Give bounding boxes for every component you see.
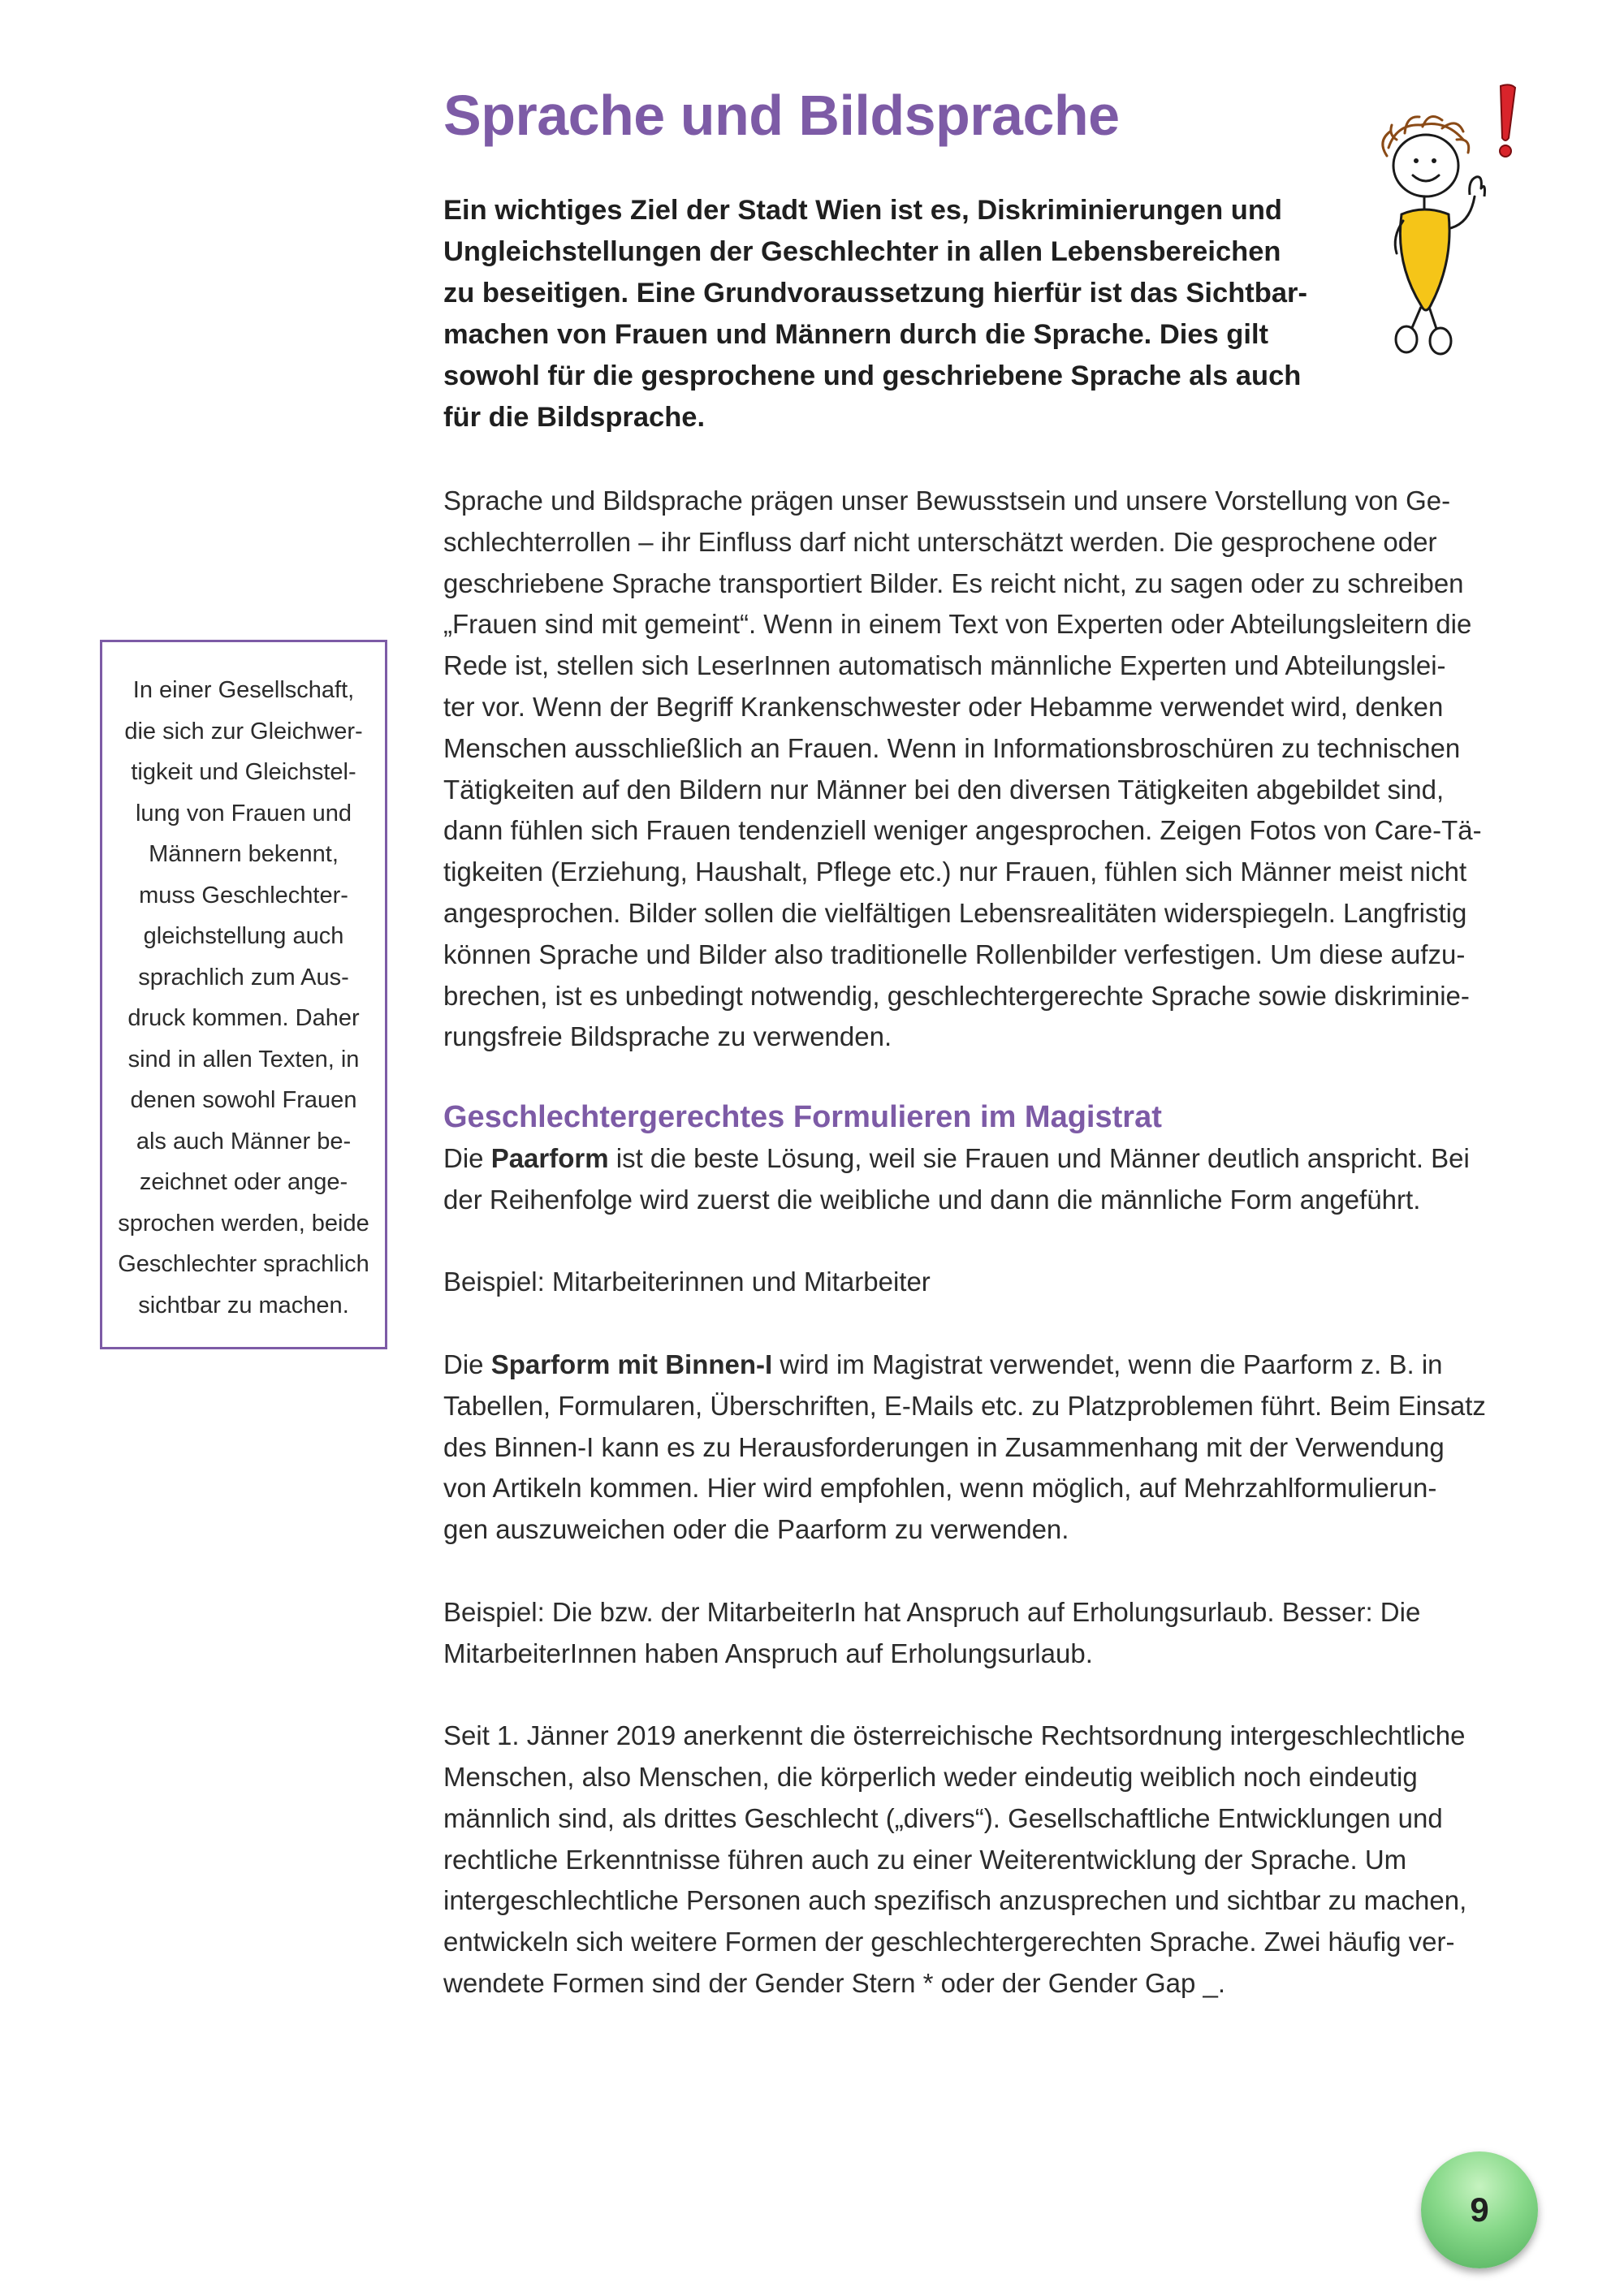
text-line: Sprache und Bildsprache prägen unser Bewusstsein und unsere Vorstellung von Ge-: [443, 486, 1451, 516]
text-line: angesprochen. Bilder sollen die vielfältigen Lebensrealitäten widerspiegeln. Langfristig: [443, 897, 1467, 928]
sidebox-line: gleichstellung auch: [143, 923, 344, 949]
page-number: 9: [1470, 2190, 1489, 2229]
text-line: schlechterrollen – ihr Einfluss darf nicht unterschätzt werden. Die gesprochene oder: [443, 526, 1437, 557]
text-line: MitarbeiterInnen haben Anspruch auf Erholungsurlaub.: [443, 1638, 1093, 1668]
intro-line: für die Bildsprache.: [443, 402, 706, 433]
text-line: männlich sind, als drittes Geschlecht („divers“). Gesellschaftliche Entwicklungen und: [443, 1802, 1443, 1833]
text-line: Menschen, also Menschen, die körperlich weder eindeutig weiblich noch eindeutig: [443, 1761, 1418, 1792]
text-line: des Binnen-I kann es zu Herausforderungen in Zusammenhang mit der Verwendung: [443, 1431, 1445, 1462]
sidebox-line: sprachlich zum Aus-: [138, 964, 349, 990]
text-run: wird im Magistrat verwendet, wenn die Paarform z. B. in: [772, 1349, 1443, 1379]
sidebox-line: sind in allen Texten, in: [127, 1046, 360, 1072]
text-line: Tabellen, Formularen, Überschriften, E-Mails etc. zu Platzproblemen führt. Beim Einsatz: [443, 1390, 1486, 1421]
text-run: ist die beste Lösung, weil sie Frauen und Männer deutlich anspricht. Bei: [608, 1143, 1470, 1173]
text-line: [443, 1138, 1548, 1180]
exclamation-icon: [1500, 84, 1515, 157]
text-line: brechen, ist es unbedingt notwendig, geschlechtergerechte Sprache sowie diskriminie-: [443, 980, 1470, 1011]
section-heading: Geschlechtergerechtes Formulieren im Magistrat: [443, 1100, 1162, 1134]
sidebox-line: die sich zur Gleichwer-: [124, 718, 363, 744]
text-line: können Sprache und Bilder also traditionelle Rollenbilder verfestigen. Um diese aufzu-: [443, 939, 1466, 969]
sidebox-line: muss Geschlechter-: [139, 882, 348, 908]
sidebar-quote-box: [100, 640, 387, 1349]
intro-line: Ein wichtiges Ziel der Stadt Wien ist es, Diskriminierungen und: [443, 195, 1282, 226]
term-sparform: Sparform mit Binnen-I: [490, 1349, 773, 1379]
text-line: Seit 1. Jänner 2019 anerkennt die österreichische Rechtsordnung intergeschlechtliche: [443, 1720, 1466, 1751]
intro-line: zu beseitigen. Eine Grundvoraussetzung hierfür ist das Sichtbar-: [443, 278, 1307, 309]
text-line: entwickeln sich weitere Formen der geschlechtergerechten Sprache. Zwei häufig ver-: [443, 1927, 1455, 1957]
sidebox-line: als auch Männer be-: [136, 1128, 352, 1154]
intro-line: sowohl für die gesprochene und geschriebene Sprache als auch: [443, 360, 1302, 391]
text-line: Beispiel: Mitarbeiterinnen und Mitarbeiter: [443, 1267, 931, 1297]
mascot-body: [1400, 209, 1449, 310]
text-line: Rede ist, stellen sich LeserInnen automatisch männliche Experten und Abteilungslei-: [443, 650, 1446, 681]
sidebox-line: druck kommen. Daher: [127, 1005, 360, 1031]
intro-paragraph: [443, 190, 1353, 438]
intro-line: Ungleichstellungen der Geschlechter in allen Lebensbereichen: [443, 236, 1281, 267]
mascot-illustration: [1372, 75, 1535, 367]
mascot-head: [1393, 135, 1458, 196]
text-line: Beispiel: Die bzw. der MitarbeiterIn hat Anspruch auf Erholungsurlaub. Besser: Die: [443, 1596, 1421, 1627]
text-line: tigkeiten (Erziehung, Haushalt, Pflege etc.) nur Frauen, fühlen sich Männer meist nicht: [443, 857, 1467, 887]
paragraph-divers: [443, 1716, 1548, 2005]
page-title: Sprache und Bildsprache: [443, 84, 1120, 147]
text-run: Die: [443, 1349, 491, 1379]
sidebox-line: Geschlechter sprachlich: [118, 1251, 369, 1277]
text-line: ter vor. Wenn der Begriff Krankenschwester oder Hebamme verwendet wird, denken: [443, 691, 1444, 722]
sidebox-line: In einer Gesellschaft,: [132, 677, 355, 703]
text-line: Tätigkeiten auf den Bildern nur Männer bei den diversen Tätigkeiten abgebildet sind,: [443, 774, 1445, 805]
sidebox-line: tigkeit und Gleichstel-: [131, 759, 356, 785]
term-paarform: Paarform: [490, 1143, 609, 1173]
text-line: intergeschlechtliche Personen auch spezifisch anzusprechen und sichtbar zu machen,: [443, 1885, 1467, 1916]
text-run: Die: [443, 1143, 491, 1173]
page-number-badge: [1421, 2151, 1538, 2268]
sidebox-line: sichtbar zu machen.: [138, 1292, 349, 1318]
text-line: von Artikeln kommen. Hier wird empfohlen, wenn möglich, auf Mehrzahlformulierun-: [443, 1473, 1437, 1504]
text-line: [443, 1344, 1548, 1386]
intro-line: machen von Frauen und Männern durch die Sprache. Dies gilt: [443, 319, 1269, 350]
example-paarform: [443, 1262, 1548, 1303]
text-line: der Reihenfolge wird zuerst die weibliche und dann die männliche Form angeführt.: [443, 1184, 1421, 1215]
text-line: geschriebene Sprache transportiert Bilder. Es reicht nicht, zu sagen oder zu schreiben: [443, 568, 1464, 598]
example-binnen-i: [443, 1592, 1548, 1675]
sidebox-line: Männern bekennt,: [149, 841, 339, 867]
text-line: dann fühlen sich Frauen tendenziell weniger angesprochen. Zeigen Fotos von Care-Tä-: [443, 815, 1482, 846]
sidebox-line: zeichnet oder ange-: [139, 1169, 348, 1195]
text-line: rechtliche Erkenntnisse führen auch zu einer Weiterentwicklung der Sprache. Um: [443, 1844, 1407, 1875]
text-line: Menschen ausschließlich an Frauen. Wenn in Informationsbroschüren zu technischen: [443, 732, 1461, 763]
paarform-paragraph: [443, 1138, 1548, 1221]
paragraph-main: [443, 481, 1548, 1058]
text-line: rungsfreie Bildsprache zu verwenden.: [443, 1021, 892, 1052]
text-line: wendete Formen sind der Gender Stern * oder der Gender Gap _.: [443, 1967, 1226, 1998]
text-line: „Frauen sind mit gemeint“. Wenn in einem Text von Experten oder Abteilungsleitern die: [443, 609, 1472, 640]
section-magistrat: [443, 1096, 1548, 2005]
sidebox-line: sprochen werden, beide: [118, 1210, 369, 1236]
sidebox-line: lung von Frauen und: [135, 800, 352, 826]
sparform-paragraph: [443, 1344, 1548, 1551]
sidebox-line: denen sowohl Frauen: [130, 1087, 357, 1113]
text-line: gen auszuweichen oder die Paarform zu verwenden.: [443, 1514, 1069, 1545]
